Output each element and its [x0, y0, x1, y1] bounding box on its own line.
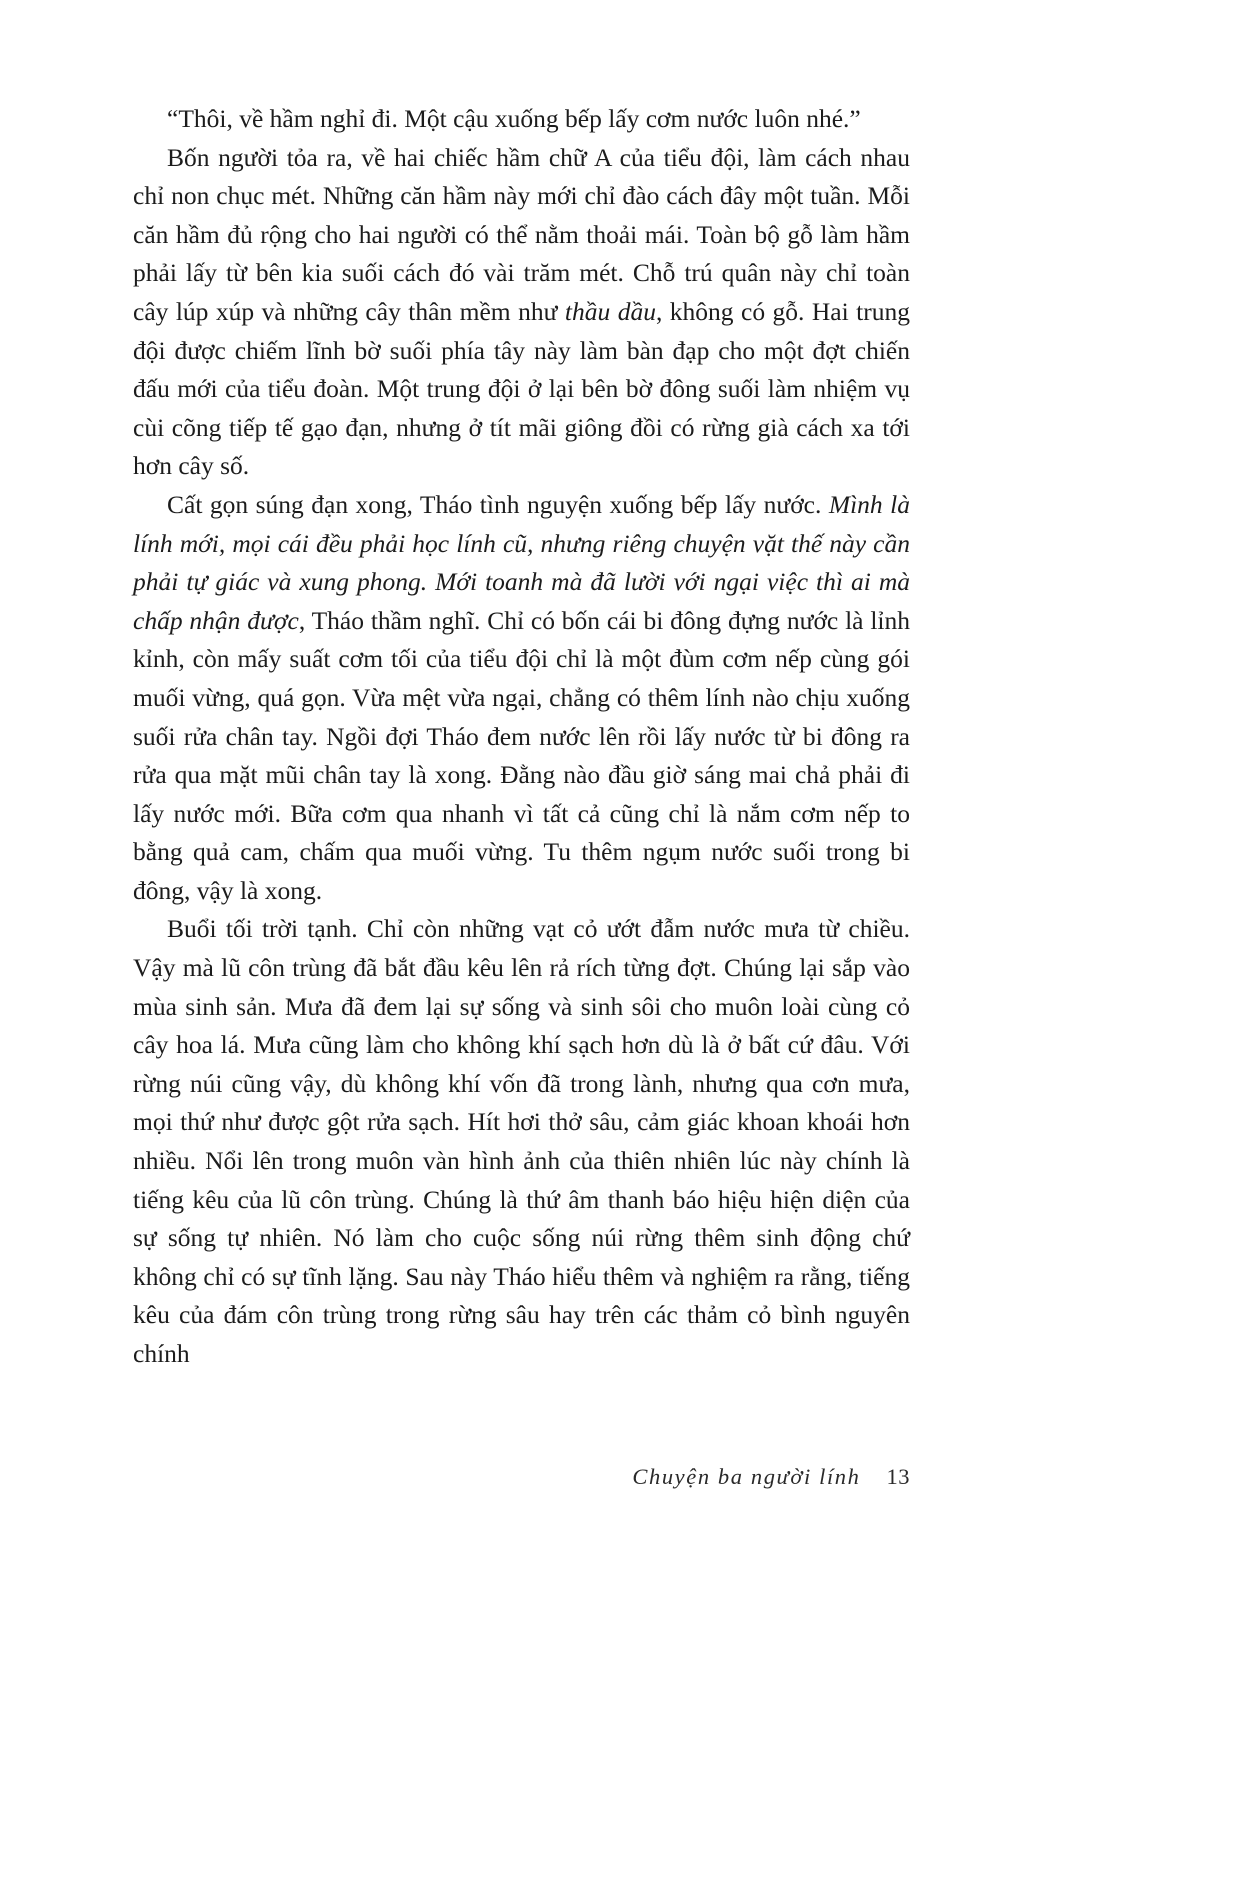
text-segment: Buổi tối trời tạnh. Chỉ còn những vạt cỏ ướt đẫm nước mưa từ chiều. Vậy mà lũ côn trùng đã bắt đầu kêu lên rả rích từng đợt. Chúng lại sắp vào mùa sinh sản. Mưa đã đem lại sự sống và sinh sôi cho muôn loài cùng cỏ cây hoa lá. Mưa cũng làm cho không khí sạch hơn dù là ở bất cứ đâu. Với rừng núi cũng vậy, dù không khí vốn đã trong lành, nhưng qua cơn mưa, mọi thứ như được gột rửa sạch. Hít hơi thở sâu, cảm giác khoan khoái hơn nhiều. Nổi lên trong muôn vàn hình ảnh của thiên nhiên lúc này chính là tiếng kêu của lũ côn trùng. Chúng là thứ âm thanh báo hiệu hiện diện của sự sống tự nhiên. Nó làm cho cuộc sống núi rừng thêm sinh động chứ không chỉ có sự tĩnh lặng. Sau này Tháo hiểu thêm và nghiệm ra rằng, tiếng kêu của đám côn trùng trong rừng sâu hay trên các thảm cỏ bình nguyên chính	[133, 914, 910, 1368]
text-segment: , không có gỗ. Hai trung đội được chiếm lĩnh bờ suối phía tây này làm bàn đạp cho một đợt chiến đấu mới của tiểu đoàn. Một trung đội ở lại bên bờ đông suối làm nhiệm vụ cùi cõng tiếp tế gạo đạn, nhưng ở tít mãi giông đồi có rừng già cách xa tới hơn cây số.	[133, 296, 910, 481]
page-body-text	[133, 100, 910, 1374]
text-segment-italic: thầu dầu	[564, 296, 656, 326]
text-segment: , Tháo thầm nghĩ. Chỉ có bốn cái bi đông đựng nước là lỉnh kỉnh, còn mấy suất cơm tối của tiểu đội chỉ là một đùm cơm nếp cùng gói muối vừng, quá gọn. Vừa mệt vừa ngại, chẳng có thêm lính nào chịu xuống suối rửa chân tay. Ngồi đợi Tháo đem nước lên rồi lấy nước từ bi đông ra rửa qua mặt mũi chân tay là xong. Đằng nào đầu giờ sáng mai chả phải đi lấy nước mới. Bữa cơm qua nhanh vì tất cả cũng chỉ là nắm cơm nếp to bằng quả cam, chấm qua muối vừng. Tu thêm ngụm nước suối trong bi đông, vậy là xong.	[133, 605, 910, 905]
paragraph-bunkers	[133, 139, 910, 486]
page-number: 13	[886, 1464, 910, 1489]
paragraph-evening-insects	[133, 910, 910, 1373]
page-footer	[133, 1464, 910, 1490]
text-segment: Bốn người tỏa ra, về hai chiếc hầm chữ A của tiểu đội, làm cách nhau chỉ non chục mét. Những căn hầm này mới chỉ đào cách đây một tuần. Mỗi căn hầm đủ rộng cho hai người có thể nằm thoải mái. Toàn bộ gỗ làm hầm phải lấy từ bên kia suối cách đó vài trăm mét. Chỗ trú quân này chỉ toàn cây lúp xúp và những cây thân mềm như	[133, 142, 910, 326]
text-segment-italic: Mình là lính mới, mọi cái đều phải học lính cũ, nhưng riêng chuyện vặt thế này cần phải tự giác và xung phong. Mới toanh mà đã lười với ngại việc thì ai mà chấp nhận được	[133, 489, 910, 635]
text-segment: “Thôi, về hầm nghỉ đi. Một cậu xuống bếp lấy cơm nước luôn nhé.”	[167, 104, 861, 133]
paragraph-dialogue	[133, 100, 910, 139]
paragraph-fetching-water	[133, 486, 910, 911]
running-footer-book-title: Chuyện ba người lính	[632, 1464, 861, 1489]
text-segment: Cất gọn súng đạn xong, Tháo tình nguyện xuống bếp lấy nước.	[167, 489, 829, 519]
